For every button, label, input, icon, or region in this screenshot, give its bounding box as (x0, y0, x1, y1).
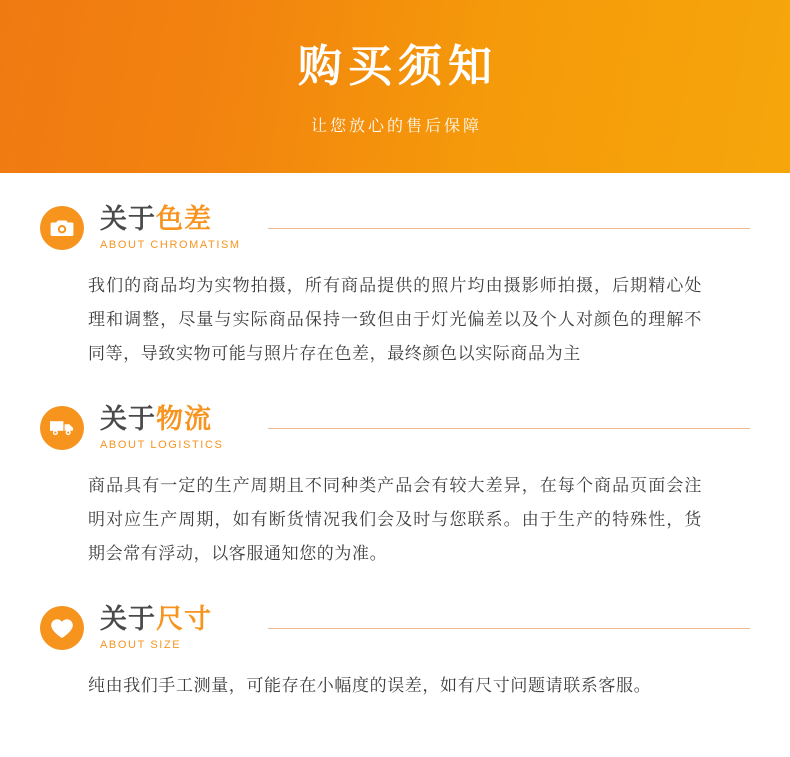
heart-icon (40, 606, 84, 650)
section-title-block (100, 403, 224, 451)
spacer (0, 571, 790, 597)
page-subtitle: 让您放心的售后保障 (310, 118, 482, 136)
section-chromatism (0, 197, 790, 371)
spacer (0, 371, 790, 397)
section-title-en: ABOUT CHROMATISM (100, 238, 241, 251)
section-title-block (100, 203, 241, 251)
section-title (100, 403, 223, 434)
section-title (100, 603, 212, 634)
section-title-prefix: 关于 (100, 403, 156, 434)
section-title-highlight: 色差 (156, 203, 212, 234)
truck-icon (40, 406, 84, 450)
section-title-prefix: 关于 (100, 603, 156, 634)
notice-sections (0, 197, 790, 703)
section-title-highlight: 尺寸 (156, 603, 212, 634)
section-title-highlight: 物流 (156, 403, 212, 434)
section-title-en: ABOUT SIZE (100, 638, 182, 651)
section-header (40, 597, 750, 659)
camera-icon (40, 206, 84, 250)
page-title: 购买须知 (298, 41, 498, 91)
section-body: 纯由我们手工测量，可能存在小幅度的误差，如有尺寸问题请联系客服。 (88, 676, 652, 695)
banner-header (0, 0, 790, 173)
section-title-prefix: 关于 (100, 203, 156, 234)
section-title-en: ABOUT LOGISTICS (100, 438, 224, 451)
section-header (40, 197, 750, 259)
section-header (40, 397, 750, 459)
section-title-block (100, 603, 212, 651)
section-title (100, 203, 241, 234)
section-logistics (0, 397, 790, 571)
section-body: 我们的商品均为实物拍摄，所有商品提供的照片均由摄影师拍摄，后期精心处理和调整，尽量与实际商品保持一致但由于灯光偏差以及个人对颜色的理解不同等，导致实物可能与照片存在色差，最终颜色以实际商品为主 (88, 276, 702, 363)
section-body: 商品具有一定的生产周期且不同种类产品会有较大差异，在每个商品页面会注明对应生产周期，如有断货情况我们会及时与您联系。由于生产的特殊性，货期会常有浮动，以客服通知您的为准。 (88, 476, 702, 563)
section-size (0, 597, 790, 703)
